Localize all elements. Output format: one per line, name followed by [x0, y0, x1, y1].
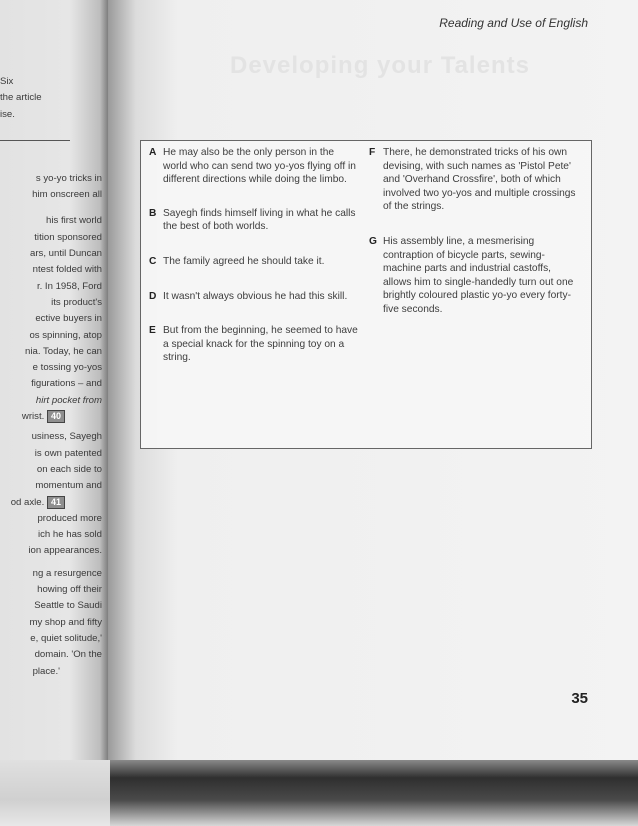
option-text: There, he demonstrated tricks of his own devising, with such names as 'Pistol Pete' and 'Overhand Crossfire', both of which involved two yo-yos and multiple crossings of the strings.	[383, 147, 576, 213]
left-line: r. In 1958, Ford	[36, 280, 102, 292]
options-column-left	[149, 146, 361, 365]
left-line: hirt pocket from	[35, 394, 102, 406]
left-line: tition sponsored	[34, 231, 102, 243]
left-line: ntest folded with	[32, 264, 102, 276]
option-g	[369, 235, 581, 317]
option-letter: E	[149, 325, 156, 337]
left-line: ich he has sold	[38, 529, 102, 541]
option-letter: C	[149, 255, 157, 267]
option-a	[149, 146, 361, 187]
option-e	[149, 324, 361, 365]
left-line: s yo-yo tricks in	[35, 172, 102, 184]
options-column-right	[369, 146, 581, 317]
option-text: Sayegh finds himself living in what he calls the best of both worlds.	[163, 207, 356, 233]
left-line: Seattle to Saudi	[34, 600, 102, 612]
option-letter: D	[149, 290, 157, 302]
options-panel	[140, 140, 592, 449]
left-line: Six	[0, 76, 14, 87]
option-text: He may also be the only person in the world who can send two yo-yos flying off in different directions while doing the limbo.	[163, 147, 356, 186]
left-line: his first world	[46, 215, 102, 227]
option-d	[149, 290, 361, 304]
option-letter: B	[149, 207, 157, 219]
left-line: ise.	[0, 108, 15, 120]
left-line: nia. Today, he can	[25, 345, 102, 357]
page-number: 35	[571, 690, 588, 707]
option-letter: G	[369, 235, 377, 247]
left-line	[0, 495, 105, 511]
left-page-text	[0, 40, 105, 680]
option-letter: F	[369, 147, 376, 158]
gap-number-box: 40	[47, 410, 65, 423]
left-line: on each side to	[36, 463, 102, 475]
left-line: e tossing yo-yos	[32, 362, 102, 374]
left-line: os spinning, atop	[29, 329, 102, 341]
divider	[0, 140, 70, 141]
left-line: domain. 'On the	[34, 649, 102, 661]
left-line: place.'	[32, 665, 60, 677]
section-title: Reading and Use of English	[439, 16, 588, 30]
option-text: It wasn't always obvious he had this skill.	[163, 290, 348, 302]
option-text: The family agreed he should take it.	[163, 255, 325, 267]
left-line: howing off their	[37, 584, 102, 596]
left-line: him onscreen all	[32, 189, 102, 201]
left-line: ion appearances.	[28, 545, 102, 557]
left-line: produced more	[37, 512, 102, 524]
option-f	[369, 146, 581, 214]
option-text: But from the beginning, he seemed to have a special knack for the spinning toy on a string.	[163, 325, 358, 364]
left-line: my shop and fifty	[29, 616, 102, 628]
left-line: usiness, Sayegh	[31, 431, 102, 443]
left-line: ective buyers in	[35, 313, 102, 325]
option-text: His assembly line, a mesmerising contraption of bicycle parts, sewing-machine parts and industrial castoffs, allows him to single-handedly turn out one brightly coloured plastic yo-yo every forty-five seconds.	[383, 235, 574, 315]
left-line: e, quiet solitude,'	[30, 632, 102, 644]
left-line-text: wrist.	[21, 411, 45, 423]
option-letter: A	[149, 147, 157, 158]
left-line: ng a resurgence	[32, 567, 102, 579]
faint-background-heading: Developing your Talents	[230, 52, 530, 79]
gap-number-box: 41	[47, 496, 65, 509]
book-spine-shadow	[0, 760, 638, 826]
left-line: figurations – and	[31, 378, 102, 390]
left-line-text: od axle.	[10, 496, 45, 508]
option-c	[149, 255, 361, 269]
left-line: is own patented	[34, 447, 102, 459]
option-b	[149, 207, 361, 234]
left-line: the article	[0, 92, 42, 104]
left-line: ars, until Duncan	[30, 248, 102, 260]
left-line: momentum and	[35, 480, 102, 492]
left-line	[0, 409, 105, 425]
left-line: its product's	[51, 296, 102, 308]
